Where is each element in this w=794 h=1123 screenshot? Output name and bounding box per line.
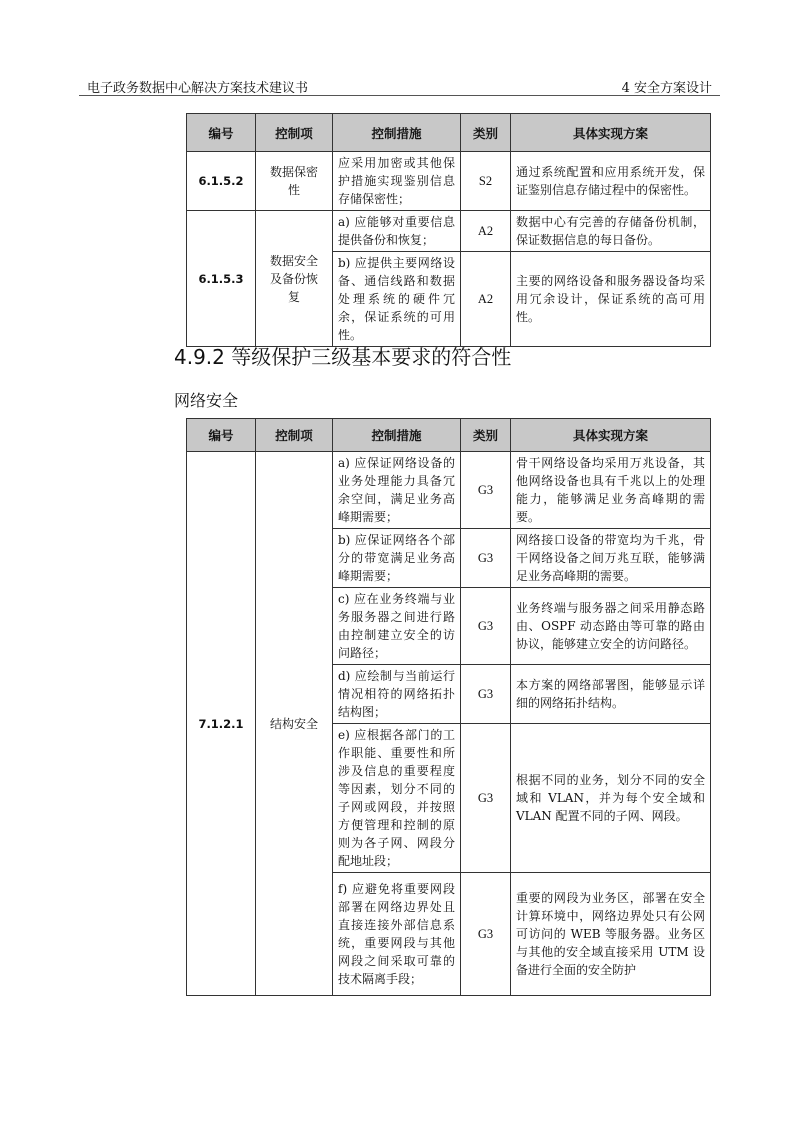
row-code: 6.1.5.3 [187, 211, 256, 347]
row-solution: 骨干网络设备均采用万兆设备，其他网络设备也具有千兆以上的处理能力，能够满足业务高峰期的需要。 [511, 452, 711, 529]
col-header-solution: 具体实现方案 [511, 114, 711, 152]
col-header-category: 类别 [461, 419, 511, 452]
col-header-code: 编号 [187, 419, 256, 452]
table-row [187, 211, 711, 252]
row-solution: 本方案的网络部署图，能够显示详细的网络拓扑结构。 [511, 665, 711, 724]
row-control-item: 数据安全及备份恢复 [256, 211, 333, 347]
row-category: G3 [461, 529, 511, 588]
row-measure: 应采用加密或其他保护措施实现鉴别信息存储保密性； [333, 152, 461, 211]
row-category: S2 [461, 152, 511, 211]
table-row [187, 452, 711, 529]
section-title: 4.9.2 等级保护三级基本要求的符合性 [174, 345, 512, 369]
row-code: 7.1.2.1 [187, 452, 256, 996]
table-row [187, 152, 711, 211]
header-doc-title: 电子政务数据中心解决方案技术建议书 [87, 81, 309, 96]
row-measure: d) 应绘制与当前运行情况相符的网络拓扑结构图； [333, 665, 461, 724]
row-measure: b) 应保证网络各个部分的带宽满足业务高峰期需要； [333, 529, 461, 588]
row-measure: c) 应在业务终端与业务服务器之间进行路由控制建立安全的访问路径； [333, 588, 461, 665]
row-solution: 通过系统配置和应用系统开发，保证鉴别信息存储过程中的保密性。 [511, 152, 711, 211]
row-category: A2 [461, 252, 511, 347]
row-measure: a) 应能够对重要信息提供备份和恢复； [333, 211, 461, 252]
subsection-title: 网络安全 [174, 391, 239, 410]
col-header-code: 编号 [187, 114, 256, 152]
header-chapter: 4 安全方案设计 [621, 81, 712, 96]
row-category: G3 [461, 665, 511, 724]
col-header-solution: 具体实现方案 [511, 419, 711, 452]
table-network-security [186, 418, 711, 996]
row-solution: 网络接口设备的带宽均为千兆，骨干网络设备之间万兆互联，能够满足业务高峰期的需要。 [511, 529, 711, 588]
page-header [79, 76, 720, 96]
row-category: G3 [461, 724, 511, 873]
row-solution: 数据中心有完善的存储备份机制，保证数据信息的每日备份。 [511, 211, 711, 252]
col-header-item: 控制项 [256, 114, 333, 152]
col-header-category: 类别 [461, 114, 511, 152]
table-data-security [186, 113, 711, 347]
row-measure: e) 应根据各部门的工作职能、重要性和所涉及信息的重要程度等因素，划分不同的子网或网段，并按照方便管理和控制的原则为各子网、网段分配地址段； [333, 724, 461, 873]
row-solution: 业务终端与服务器之间采用静态路由、OSPF 动态路由等可靠的路由协议，能够建立安全的访问路径。 [511, 588, 711, 665]
row-measure: a) 应保证网络设备的业务处理能力具备冗余空间，满足业务高峰期需要； [333, 452, 461, 529]
row-code: 6.1.5.2 [187, 152, 256, 211]
row-category: G3 [461, 452, 511, 529]
row-category: G3 [461, 873, 511, 996]
row-solution: 重要的网段为业务区，部署在安全计算环境中，网络边界处只有公网可访问的 WEB 等服务器。业务区与其他的安全域直接采用 UTM 设备进行全面的安全防护 [511, 873, 711, 996]
row-solution: 根据不同的业务，划分不同的安全域和 VLAN，并为每个安全域和 VLAN 配置不同的子网、网段。 [511, 724, 711, 873]
table-header-row [187, 419, 711, 452]
col-header-measure: 控制措施 [333, 419, 461, 452]
row-measure: b) 应提供主要网络设备、通信线路和数据处理系统的硬件冗余，保证系统的可用性。 [333, 252, 461, 347]
col-header-measure: 控制措施 [333, 114, 461, 152]
row-category: G3 [461, 588, 511, 665]
table-header-row [187, 114, 711, 152]
row-control-item: 结构安全 [256, 452, 333, 996]
row-control-item: 数据保密性 [256, 152, 333, 211]
col-header-item: 控制项 [256, 419, 333, 452]
row-solution: 主要的网络设备和服务器设备均采用冗余设计，保证系统的高可用性。 [511, 252, 711, 347]
row-category: A2 [461, 211, 511, 252]
row-measure: f) 应避免将重要网段部署在网络边界处且直接连接外部信息系统，重要网段与其他网段之间采取可靠的技术隔离手段； [333, 873, 461, 996]
